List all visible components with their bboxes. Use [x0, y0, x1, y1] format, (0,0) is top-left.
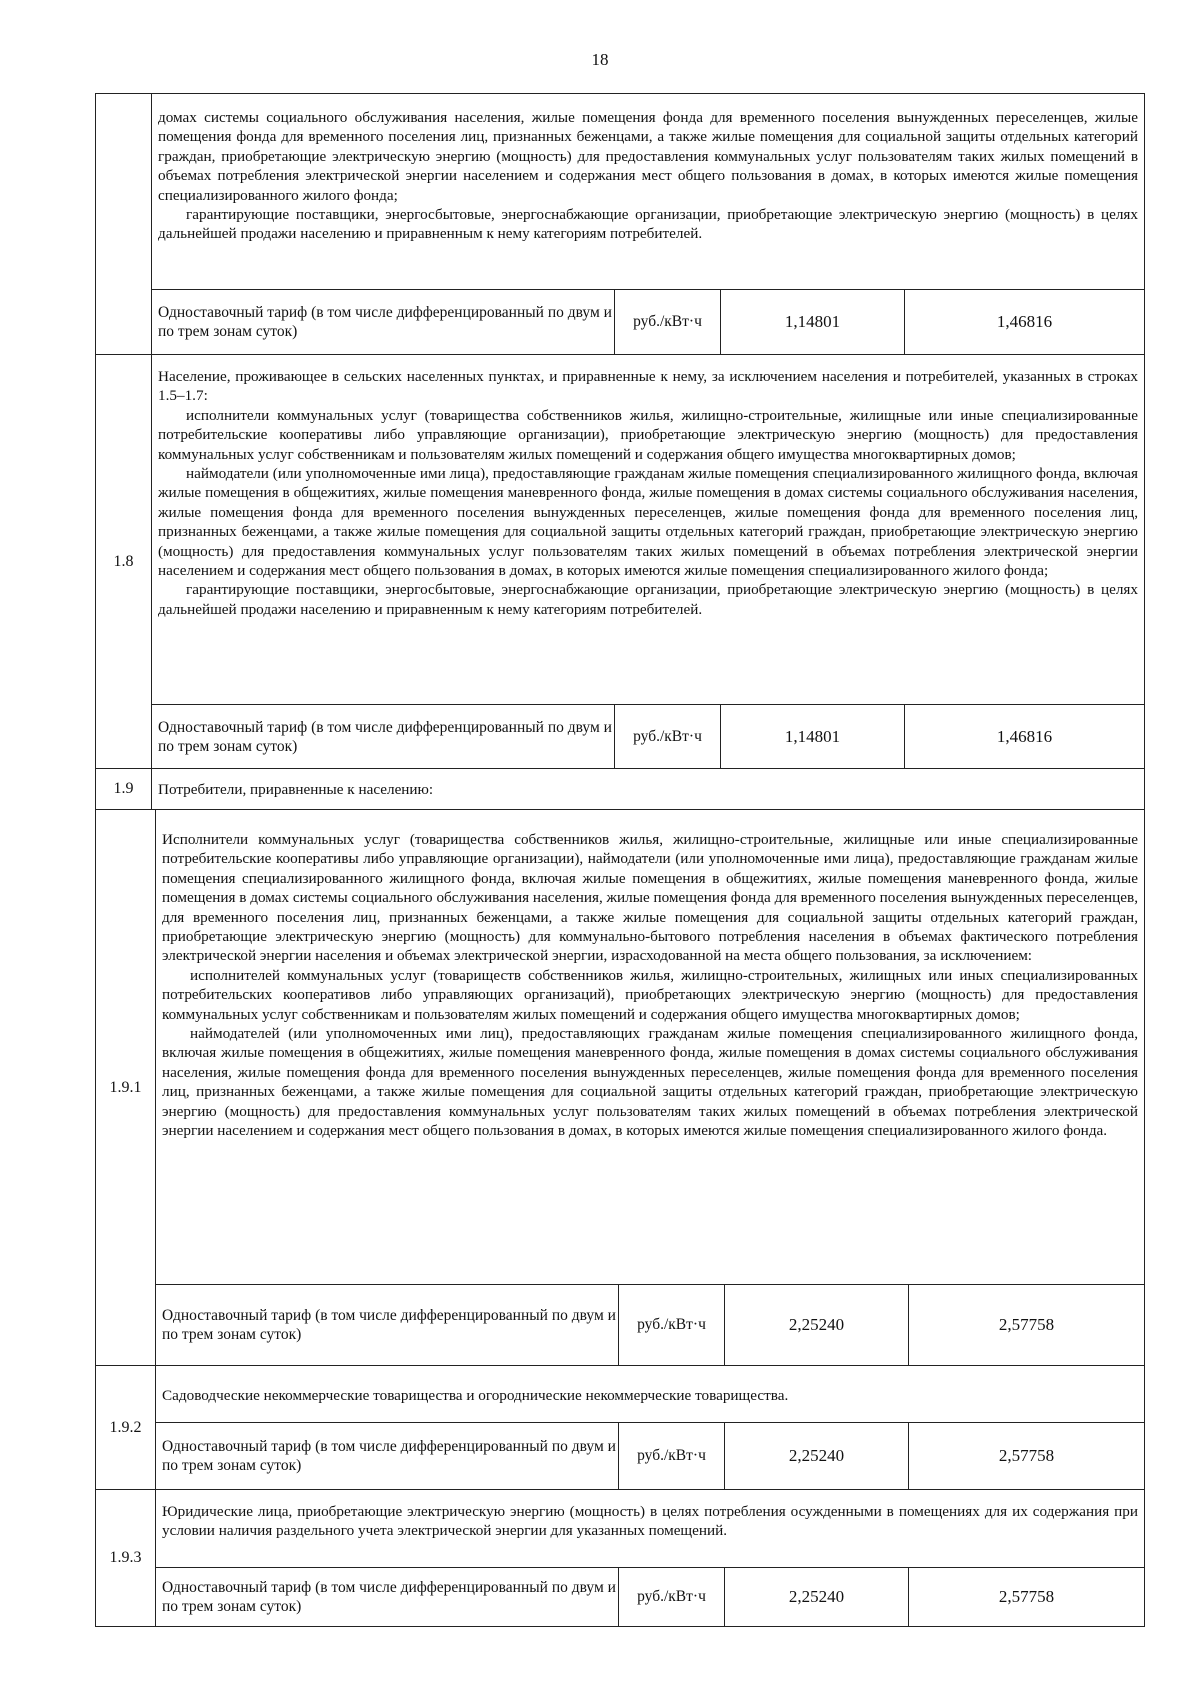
row-number-cell — [96, 94, 152, 354]
tariff-row — [156, 1422, 1144, 1489]
row-number: 1.9.3 — [96, 1490, 156, 1626]
tariff-label: Одноставочный тариф (в том числе дифференцированный по двум и по трем зонам суток) — [162, 1438, 616, 1474]
paragraph: гарантирующие поставщики, энергосбытовые, энергоснабжающие организации, приобретающие электрическую энергию (мощность) в целях дальнейшей продажи населению и приравненным к нему категориям потребителей. — [158, 206, 1138, 243]
tariff-label: Одноставочный тариф (в том числе дифференцированный по двум и по трем зонам суток) — [158, 304, 612, 340]
tariff-value-2: 2,57758 — [908, 1423, 1144, 1489]
row-1-9-3 — [95, 1489, 1145, 1627]
page-number: 18 — [591, 50, 609, 69]
tariff-label: Одноставочный тариф (в том числе дифференцированный по двум и по трем зонам суток) — [162, 1579, 616, 1615]
row-number: 1.9.1 — [96, 810, 156, 1365]
tariff-value-1: 2,25240 — [724, 1568, 908, 1626]
row-continuation — [95, 93, 1145, 355]
tariff-value-2: 1,46816 — [904, 705, 1144, 768]
row-number: 1.8 — [96, 355, 152, 768]
unit-cell: руб./кВт·ч — [614, 290, 720, 354]
row-description — [152, 108, 1144, 244]
unit-cell: руб./кВт·ч — [618, 1568, 724, 1626]
paragraph: наймодатели (или уполномоченные ими лица), предоставляющие гражданам жилые помещения специализированного жилищного фонда, включая жилые помещения в общежитиях, жилые помещения маневренного фонда, жилые помещения в домах системы социального обслуживания населения, жилые помещения фонда для временного поселения вынужденных переселенцев, жилые помещения фонда для временного поселения лиц, признанных беженцами, а также жилые помещения для социальной защиты отдельных категорий граждан, приобретающие электрическую энергию (мощность) для предоставления коммунальных услуг пользователям таких жилых помещений в объемах потребления электрической энергии населением и содержания мест общего пользования в домах, в которых имеются жилые помещения специализированного жилого фонда; — [158, 465, 1138, 580]
row-1-9-1 — [95, 809, 1145, 1366]
paragraph: домах системы социального обслуживания населения, жилые помещения фонда для временного поселения вынужденных переселенцев, жилые помещения фонда для временного поселения лиц, признанных беженцами, а также жилые помещения для социальной защиты отдельных категорий граждан, приобретающие электрическую энергию (мощность) для предоставления коммунальных услуг пользователям таких жилых помещений в объемах потребления электрической энергии населением и содержания мест общего пользования в домах, в которых имеются жилые помещения специализированного жилого фонда; — [158, 109, 1138, 204]
tariff-row — [152, 704, 1144, 768]
row-1-9 — [95, 768, 1145, 810]
unit-cell: руб./кВт·ч — [618, 1285, 724, 1365]
row-number: 1.9 — [96, 769, 152, 809]
row-description — [152, 367, 1144, 619]
paragraph: Исполнители коммунальных услуг (товарищества собственников жилья, жилищно-строительные, жилищные или иные специализированные потребительские кооперативы либо управляющие организации), наймодатели (или уполномоченные ими лица), предоставляющие гражданам жилые помещения специализированного жилищного фонда, включая жилые помещения в общежитиях, жилые помещения маневренного фонда, жилые помещения в домах системы социального обслуживания населения, жилые помещения фонда для временного поселения вынужденных переселенцев, для временного поселения лиц, признанных беженцами, а также жилые помещения для социальной защиты отдельных категорий граждан, приобретающие электрическую энергию (мощность) для коммунально-бытового потребления населения в объемах фактического потребления электрической энергии населения и объемах электрической энергии, израсходованной на места общего пользования, за исключением: — [162, 831, 1138, 965]
paragraph: гарантирующие поставщики, энергосбытовые, энергоснабжающие организации, приобретающие электрическую энергию (мощность) в целях дальнейшей продажи населению и приравненным к нему категориям потребителей. — [158, 581, 1138, 618]
tariff-value-1: 1,14801 — [720, 705, 904, 768]
paragraph: наймодателей (или уполномоченных ими лиц), предоставляющих гражданам жилые помещения специализированного жилищного фонда, включая жилые помещения в общежитиях, жилые помещения маневренного фонда, жилые помещения в домах системы социального обслуживания населения, жилые помещения фонда для временного поселения вынужденных переселенцев, жилые помещения фонда для временного поселения лиц, признанных беженцами, а также жилые помещения для социальной защиты отдельных категорий граждан, приобретающие электрическую энергию (мощность) для предоставления коммунальных услуг пользователям таких жилых помещений в объемах потребления электрической энергии населением и содержания мест общего пользования в домах, в которых имеются жилые помещения специализированного жилого фонда. — [162, 1025, 1138, 1140]
row-description: Садоводческие некоммерческие товарищества и огороднические некоммерческие товарищества. — [162, 1387, 789, 1404]
row-description — [156, 830, 1144, 1141]
tariff-value-1: 2,25240 — [724, 1285, 908, 1365]
tariff-label: Одноставочный тариф (в том числе дифференцированный по двум и по трем зонам суток) — [158, 718, 612, 755]
tariff-value-2: 1,46816 — [904, 290, 1144, 354]
row-description: Юридические лица, приобретающие электрическую энергию (мощность) в целях потребления осужденными в помещениях для их содержания при условии наличия раздельного учета электрической энергии для указанных помещений. — [162, 1503, 1138, 1540]
tariff-label: Одноставочный тариф (в том числе дифференцированный по двум и по трем зонам суток) — [162, 1307, 616, 1343]
row-description: Потребители, приравненные к населению: — [158, 781, 434, 798]
row-1-9-2 — [95, 1365, 1145, 1490]
paragraph: исполнителей коммунальных услуг (товариществ собственников жилья, жилищно-строительных, жилищных или иных специализированных потребительских кооперативов либо управляющих организаций), приобретающих электрическую энергию (мощность) для предоставления коммунальных услуг собственникам и пользователям жилых помещений и содержания общего имущества многоквартирных домов; — [162, 966, 1138, 1023]
tariff-row — [152, 289, 1144, 354]
paragraph: исполнители коммунальных услуг (товарищества собственников жилья, жилищно-строительные, жилищные или иные специализированные потребительские кооперативы либо управляющие организации), приобретающие электрическую энергию (мощность) для предоставления коммунальных услуг собственникам и пользователям жилых помещений и содержания общего имущества многоквартирных домов; — [158, 406, 1138, 463]
row-number: 1.9.2 — [96, 1366, 156, 1489]
tariff-row — [156, 1284, 1144, 1365]
tariff-row — [156, 1567, 1144, 1626]
tariff-value-1: 2,25240 — [724, 1423, 908, 1489]
unit-cell: руб./кВт·ч — [618, 1423, 724, 1489]
tariff-value-2: 2,57758 — [908, 1285, 1144, 1365]
unit-cell: руб./кВт·ч — [614, 705, 720, 768]
tariff-value-2: 2,57758 — [908, 1568, 1144, 1626]
paragraph: Население, проживающее в сельских населенных пунктах, и приравненные к нему, за исключением населения и потребителей, указанных в строках 1.5–1.7: — [158, 368, 1138, 405]
row-1-8 — [95, 354, 1145, 769]
tariff-value-1: 1,14801 — [720, 290, 904, 354]
